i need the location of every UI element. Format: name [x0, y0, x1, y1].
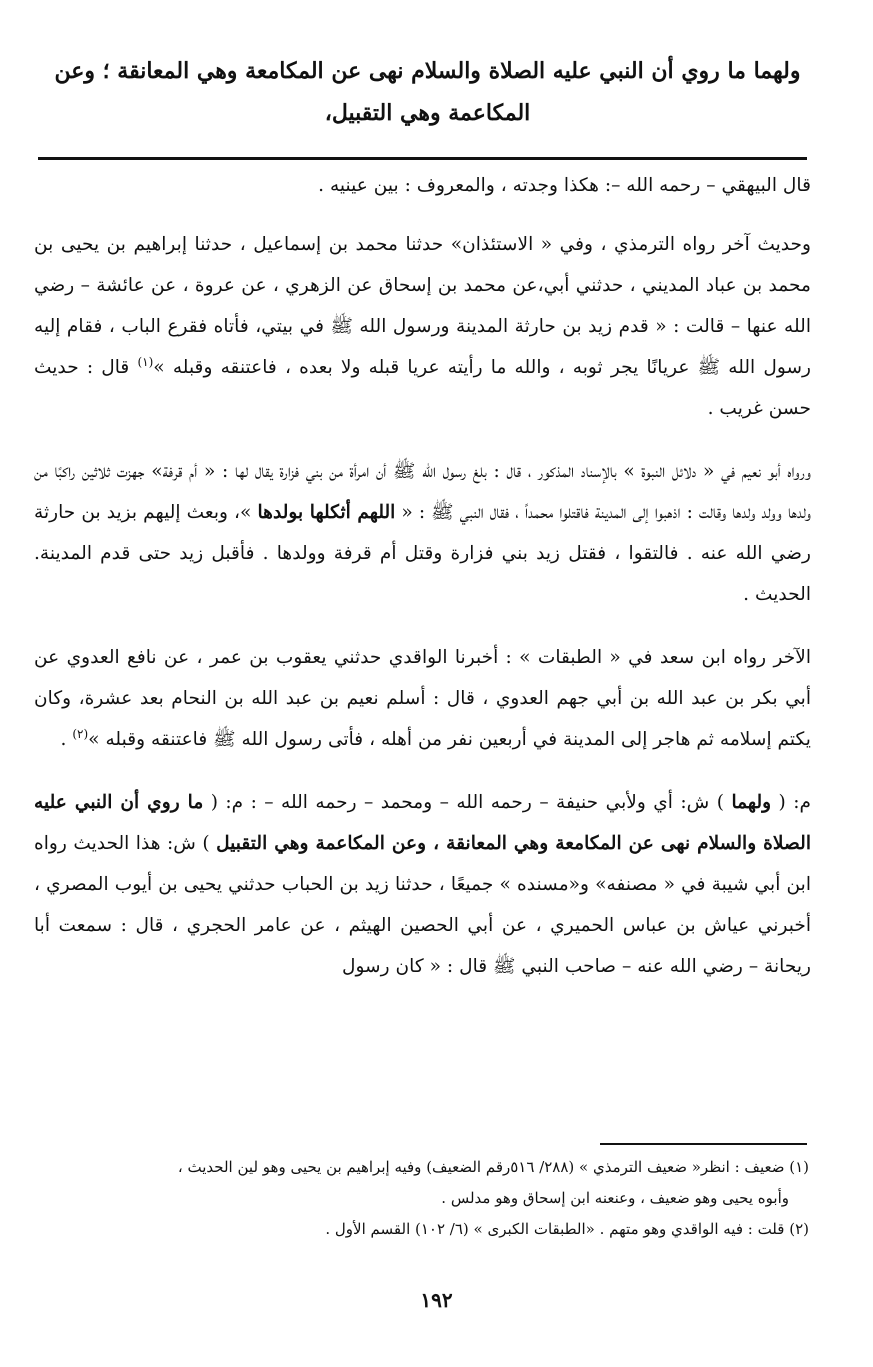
paragraph-ibn-saad	[34, 637, 811, 760]
page-number: ١٩٢	[420, 1288, 453, 1312]
paragraph-text: ) ش: هذا الحديث رواه ابن أبي شيبة في « مصنفه» و«مسنده » جميعًا ، حدثنا زيد بن الحباب حدثني يحيى بن أيوب المصري ، أخبرني عياش بن عباس الحميري ، عن أبي الحصين الهيثم ، عن عامر الحجري ، قال : سمعت أبا ريحانة – رضي الله عنه – صاحب النبي ﷺ قال : « كان رسول	[34, 833, 811, 977]
footnote-1-continuation: وأبوه يحيى وهو ضعيف ، وعنعنه ابن إسحاق وهو مدلس .	[441, 1189, 789, 1207]
footnote-1: (١) ضعيف : انظر« ضعيف الترمذي » (٢٨٨/ ٥١٦رقم الضعيف) وفيه إبراهيم بن يحيى وهو لين الحديث ،	[177, 1158, 809, 1176]
bold-matn-quote: ما روي أن النبي عليه الصلاة والسلام نهى عن المكامعة وهي المعانقة ، وعن المكاعمة وهي التقبيل	[34, 792, 811, 854]
matn-heading	[30, 50, 825, 134]
bold-quote: اللهم أثكلها بولدها	[257, 502, 396, 523]
paragraph-text: قال البيهقي – رحمه الله –: هكذا وجدته ، والمعروف : بين عينيه .	[318, 175, 811, 196]
paragraph-text-end: »، وبعث إليهم بزيد بن حارثة رضي الله عنه . فالتقوا ، فقتل زيد بني فزارة وقتل أم قرفة وولدها . فأقبل زيد حتى قدم المدينة. الحديث .	[34, 502, 811, 605]
paragraph-text: وحديث آخر رواه الترمذي ، وفي « الاستئذان» حدثنا محمد بن إسماعيل ، حدثنا إبراهيم بن يحيى بن محمد بن عباد المديني ، حدثني أبي،عن محمد بن إسحاق عن الزهري ، عن عروة ، عن عائشة – رضي الله عنها – قالت : « قدم زيد بن حارثة المدينة ورسول الله ﷺ في بيتي، فأتاه فقرع الباب ، فقام إليه رسول الله ﷺ عريانًا يجر ثوبه ، والله ما رأيته عريا قبله ولا بعده ، فاعتنقه وقبله »	[34, 234, 812, 378]
footnote-divider	[600, 1143, 807, 1145]
footnotes	[34, 1152, 809, 1245]
paragraph-text-end: .	[60, 729, 73, 750]
paragraph-text-end: قال : حديث حسن غريب .	[34, 357, 811, 419]
footnote-ref-1[interactable]: (١)	[137, 354, 154, 369]
paragraph-text: م: (	[771, 792, 811, 813]
paragraph-text: ورواه أبو نعيم في « دلائل النبوة » بالإسناد المذكور ، قال : بلغ رسول الله ﷺ أن امرأة من بني فزارة يقال لها : « أم قرفة» جهزت ثلاثين راكبًا من ولدها وولد ولدها وقالت : اذهبوا إلى المدينة فاقتلوا محمداً ، فقال النبي ﷺ : «	[34, 461, 811, 523]
footnote-ref-2[interactable]: (٢)	[72, 726, 89, 741]
paragraph-text: ) ش: أي ولأبي حنيفة – رحمه الله – ومحمد – رحمه الله – : م: (	[203, 792, 732, 813]
matn-text: ولهما ما روي أن النبي عليه الصلاة والسلام نهى عن المكامعة وهي المعانقة ؛ وعن المكاعمة وهي التقبيل،	[54, 58, 801, 126]
paragraph-text: الآخر رواه ابن سعد في « الطبقات » : أخبرنا الواقدي حدثني يعقوب بن عمر ، عن نافع العدوي عن أبي بكر بن عبد الله بن أبي جهم العدوي ، قال : أسلم نعيم بن عبد الله بن النحام بعد عشرة، وكان يكتم إسلامه ثم هاجر إلى المدينة في أربعين نفر من أهله ، فأتى رسول الله ﷺ فاعتنقه وقبله »	[34, 647, 811, 750]
paragraph-bayhaqi	[34, 165, 811, 206]
paragraph-abu-nuaym	[34, 451, 811, 615]
top-divider	[38, 157, 807, 160]
bold-matn-word: ولهما	[731, 792, 772, 813]
commentary-body	[34, 165, 811, 1009]
paragraph-commentary	[34, 782, 811, 987]
paragraph-tirmidhi	[34, 224, 811, 429]
footnote-2: (٢) قلت : فيه الواقدي وهو متهم . «الطبقات الكبرى » (٦/ ١٠٢) القسم الأول .	[325, 1220, 809, 1238]
